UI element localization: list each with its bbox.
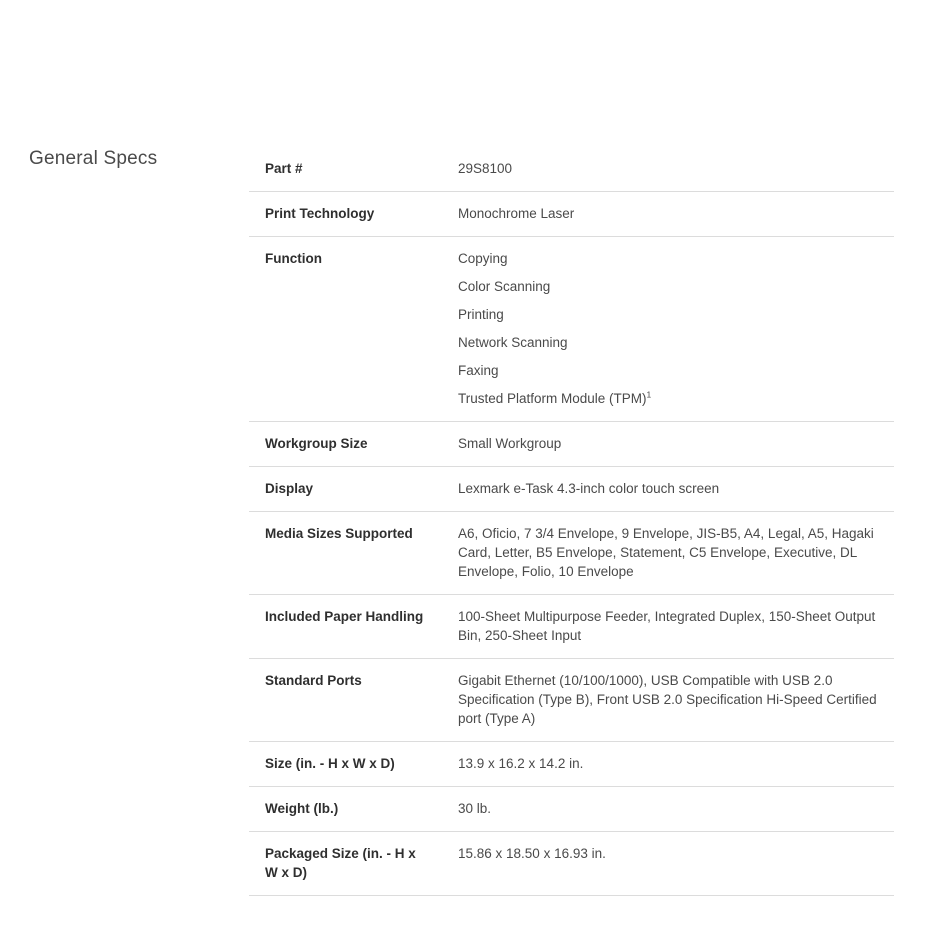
spec-label: Packaged Size (in. - H x W x D) [265,846,416,880]
spec-value: 100-Sheet Multipurpose Feeder, Integrated Duplex, 150-Sheet Output Bin, 250-Sheet Input [458,609,876,643]
general-specs-table [249,147,894,896]
footnote-marker: 1 [646,389,652,400]
table-row [249,467,894,512]
spec-label: Function [265,251,322,266]
table-row [249,422,894,467]
spec-value: Gigabit Ethernet (10/100/1000), USB Compatible with USB 2.0 Specification (Type B), Front USB 2.0 Specification Hi-Speed Certified port (Type A) [458,673,877,726]
spec-value-line: Network Scanning [458,335,568,350]
spec-value: 29S8100 [458,161,513,176]
table-row [249,237,894,422]
spec-value [442,237,894,422]
page-title: General Specs [29,148,158,169]
spec-label: Print Technology [265,206,375,221]
spec-value: Monochrome Laser [458,206,575,221]
spec-value-line: Trusted Platform Module (TPM)$^1$ [458,389,652,406]
spec-label: Part # [265,161,303,176]
spec-value: A6, Oficio, 7 3/4 Envelope, 9 Envelope, JIS-B5, A4, Legal, A5, Hagaki Card, Letter, B5 Envelope, Statement, C5 Envelope, Executive, DL Envelope, Folio, 10 Envelope [458,526,874,579]
spec-value-line: Color Scanning [458,279,551,294]
table-row [249,659,894,742]
spec-value: 13.9 x 16.2 x 14.2 in. [458,756,584,771]
spec-value: Small Workgroup [458,436,562,451]
table-row [249,595,894,659]
table-row [249,742,894,787]
spec-label: Display [265,481,314,496]
table-row [249,512,894,595]
spec-value: 15.86 x 18.50 x 16.93 in. [458,846,606,861]
spec-value: Lexmark e-Task 4.3-inch color touch screen [458,481,720,496]
spec-label: Standard Ports [265,673,362,688]
spec-value-line: Faxing [458,363,499,378]
table-row [249,147,894,192]
spec-label: Weight (lb.) [265,801,339,816]
spec-value-line: Copying [458,251,508,266]
table-row [249,832,894,896]
table-row [249,787,894,832]
spec-label: Workgroup Size [265,436,368,451]
spec-label: Media Sizes Supported [265,526,413,541]
table-row [249,192,894,237]
specs-table-body [249,147,894,896]
spec-label: Size (in. - H x W x D) [265,756,395,771]
spec-value: 30 lb. [458,801,492,816]
spec-label: Included Paper Handling [265,609,424,624]
spec-value-line: Printing [458,307,504,322]
